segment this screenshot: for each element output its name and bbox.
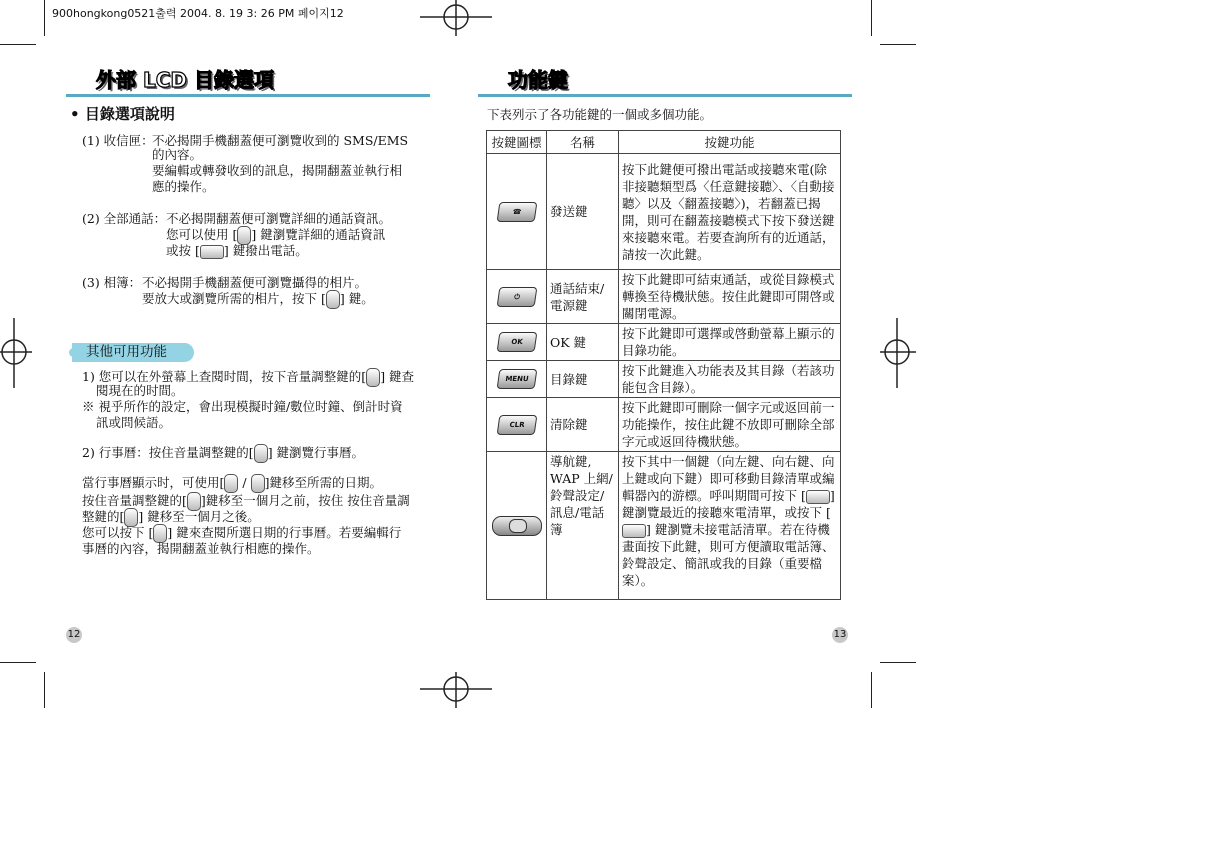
item2-label: (2) 全部通話： bbox=[82, 211, 167, 226]
crop-mark bbox=[880, 662, 916, 663]
crop-mark bbox=[871, 672, 872, 708]
key-name: 目錄鍵 bbox=[547, 361, 619, 398]
key-name: 清除鍵 bbox=[547, 398, 619, 452]
menu-key-icon: MENU bbox=[496, 369, 537, 389]
key-function: 按下此鍵便可撥出電話或接聽來電(除非接聽類型爲〈任意鍵接聽〉、〈自動接聽〉以及〈翻蓋接聽〉)，若翻蓋已揭開，則可在翻蓋接聽模式下按下發送鍵來接聽來電。若要查詢所有的近通話，請按一次此鍵。 bbox=[619, 154, 841, 270]
volume-down-key-icon bbox=[251, 474, 265, 493]
key-function: 按下此鍵即可刪除一個字元或返回前一功能操作，按住此鍵不放即可刪除全部字元或返回待機狀態。 bbox=[619, 398, 841, 452]
crop-mark bbox=[880, 44, 916, 45]
item3-label: (3) 相簿： bbox=[82, 275, 142, 290]
text: ] 鍵。 bbox=[339, 291, 374, 306]
key-name: 導航鍵, WAP 上網/鈴聲設定/訊息/電話簿 bbox=[547, 452, 619, 600]
key-function: 按下此鍵進入功能表及其目錄（若該功能包含目錄）。 bbox=[619, 361, 841, 398]
other-line10: 事曆的內容，揭開翻蓋並執行相應的操作。 bbox=[82, 541, 320, 556]
text: 要放大或瀏覽所需的相片，按下 [ bbox=[142, 291, 326, 306]
table-row bbox=[487, 452, 841, 600]
right-page-title: 功能鍵 bbox=[508, 68, 568, 92]
text: ] 鍵來查閱所選日期的行事曆。若要編輯行 bbox=[167, 525, 402, 540]
text: 1) 您可以在外螢幕上查閱时間，按下音量調整鍵的[ bbox=[82, 369, 367, 384]
key-name: 發送鍵 bbox=[547, 154, 619, 270]
column-header: 名稱 bbox=[547, 131, 619, 154]
text: ]鍵移至所需的日期。 bbox=[264, 475, 382, 490]
text: 或按 [ bbox=[166, 243, 200, 258]
crop-mark bbox=[0, 662, 36, 663]
text: 2) 行事曆：按住音量調整鍵的[ bbox=[82, 445, 254, 460]
column-header: 按鍵功能 bbox=[619, 131, 841, 154]
other-line6 bbox=[82, 474, 382, 493]
text: ] 鍵查 bbox=[380, 369, 415, 384]
registration-mark-icon bbox=[420, 0, 492, 36]
item1-label: (1) 收信匣： bbox=[82, 133, 154, 148]
volume-key-icon bbox=[254, 444, 268, 463]
registration-mark-icon bbox=[0, 318, 32, 388]
key-function: 按下此鍵即可結束通話，或從目錄模式轉換至待機狀態。按住此鍵即可開啓或關閉電源。 bbox=[619, 270, 841, 324]
text: ]鍵移至一個月之前，按住 按住音量調 bbox=[200, 493, 410, 508]
subhead bbox=[70, 106, 175, 123]
title-rule bbox=[66, 94, 430, 97]
text: 按住音量調整鍵的[ bbox=[82, 493, 187, 508]
table-row bbox=[487, 270, 841, 324]
crop-mark bbox=[44, 672, 45, 708]
text: ] 鍵瀏覽最近的接聽來電清單，或按下 [ bbox=[622, 488, 835, 520]
ok-key-icon: OK bbox=[496, 332, 537, 352]
crop-mark bbox=[871, 0, 872, 36]
left-page-title: 外部 LCD 目錄選項 bbox=[96, 68, 274, 92]
table-row bbox=[487, 398, 841, 452]
key-name: OK 鍵 bbox=[547, 324, 619, 361]
intro-text: 下表列示了各功能鍵的一個或多個功能。 bbox=[487, 107, 713, 122]
text: 按下其中一個鍵（向左鍵、向右鍵、向上鍵或向下鍵）即可移動目錄清單或編輯器內的游標。呼叫期間可按下 [ bbox=[622, 454, 835, 503]
item1-line2: 的內容。 bbox=[152, 147, 203, 162]
end-key-icon: ⏻ bbox=[496, 287, 537, 307]
key-name: 通話結束/電源鍵 bbox=[547, 270, 619, 324]
item1-line3: 要編輯或轉發收到的訊息，揭開翻蓋並執行相 bbox=[152, 163, 403, 178]
navigation-key-icon bbox=[492, 516, 542, 536]
page-number-right: 13 bbox=[832, 627, 848, 643]
other-line3: ※ 視乎所作的設定，會出現模擬时鐘/數位时鐘、倒計时資 bbox=[82, 399, 403, 414]
clear-key-icon: CLR bbox=[496, 415, 537, 435]
title-rule bbox=[478, 94, 852, 97]
crop-mark bbox=[0, 44, 36, 45]
item2-line3 bbox=[166, 242, 308, 259]
text: ] 鍵撥出電話。 bbox=[223, 243, 308, 258]
item3-line1: 不必揭開手機翻蓋便可瀏覽攝得的相片。 bbox=[142, 275, 368, 290]
bullet-icon: • bbox=[70, 105, 80, 123]
other-line2: 閱現在的时間。 bbox=[96, 383, 184, 398]
volume-up-key-icon bbox=[224, 474, 238, 493]
other-functions-title: 其他可用功能 bbox=[72, 343, 194, 362]
camera-key-icon bbox=[326, 290, 340, 309]
text: 整鍵的[ bbox=[82, 509, 125, 524]
print-header: 900hongkong0521출력 2004. 8. 19 3: 26 PM 페이지12 bbox=[52, 7, 344, 20]
send-key-icon bbox=[200, 245, 224, 259]
registration-mark-icon bbox=[880, 318, 916, 388]
text: ] 鍵移至一個月之後。 bbox=[138, 509, 260, 524]
text: 當行事曆顯示时，可使用[ bbox=[82, 475, 225, 490]
item1-line4: 應的操作。 bbox=[152, 179, 215, 194]
item1-line1: 不必揭開手機翻蓋便可瀏覽收到的 SMS/EMS bbox=[152, 133, 409, 148]
item3-line2 bbox=[142, 290, 374, 309]
text: ] 鍵瀏覽詳細的通話資訊 bbox=[251, 227, 386, 242]
subhead-text: 目錄選項說明 bbox=[84, 105, 175, 123]
text: 您可以使用 [ bbox=[166, 227, 238, 242]
table-row bbox=[487, 324, 841, 361]
item2-line1: 不必揭開翻蓋便可瀏覽詳細的通話資訊。 bbox=[166, 211, 392, 226]
other-line4: 訊或問候語。 bbox=[96, 415, 172, 430]
text: ] 鍵瀏覽行事曆。 bbox=[267, 445, 365, 460]
other-line5 bbox=[82, 444, 364, 463]
key-function bbox=[619, 452, 841, 600]
text: / bbox=[242, 475, 247, 490]
table-header-row bbox=[487, 131, 841, 154]
key-function: 按下此鍵即可選擇或啓動螢幕上顯示的目錄功能。 bbox=[619, 324, 841, 361]
crop-mark bbox=[44, 0, 45, 36]
text: 您可以按下 [ bbox=[82, 525, 154, 540]
registration-mark-icon bbox=[420, 672, 492, 708]
nav-key-icon bbox=[622, 524, 646, 538]
volume-key-icon bbox=[366, 368, 380, 387]
page-number-left: 12 bbox=[66, 627, 82, 643]
nav-key-icon bbox=[806, 490, 830, 504]
send-key-icon: ☎ bbox=[496, 202, 537, 222]
table-row bbox=[487, 154, 841, 270]
function-keys-table bbox=[486, 130, 841, 600]
text: ] 鍵瀏覽未接電話清單。若在待機畫面按下此鍵，則可方便讀取電話簿、鈴聲設定、簡訊或我的目錄（重要檔案）。 bbox=[622, 522, 835, 588]
table-row bbox=[487, 361, 841, 398]
column-header: 按鍵圖標 bbox=[487, 131, 547, 154]
